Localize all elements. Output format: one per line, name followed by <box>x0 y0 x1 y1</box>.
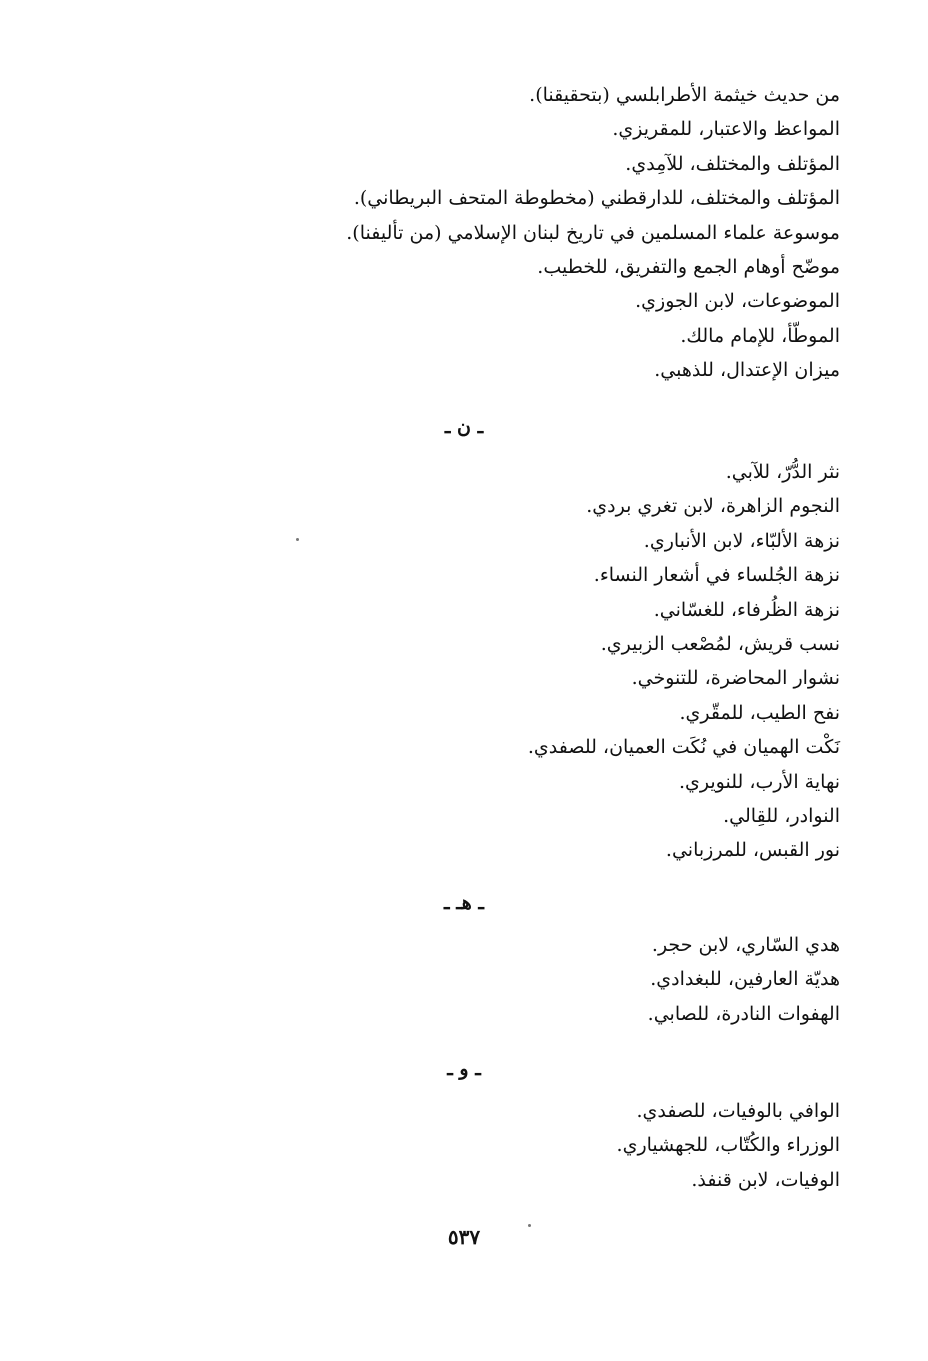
bibliography-entry: نزهة الألبّاء، لابن الأنباري. <box>643 529 840 552</box>
bibliography-entry: الوزراء والكُتّاب، للجهشياري. <box>616 1134 840 1157</box>
print-speck <box>528 1224 531 1227</box>
bibliography-entry: النوادر، للقِالي. <box>723 804 840 827</box>
bibliography-entry: نشوار المحاضرة، للتنوخي. <box>631 667 840 690</box>
bibliography-entry: نَكْت الهميان في نُكَت العميان، للصفدي. <box>527 736 840 759</box>
bibliography-entry: الهفوات النادرة، للصابي. <box>647 1002 840 1025</box>
bibliography-entry: المؤتلف والمختلف، للدارقطني (مخطوطة المتحف البريطاني). <box>353 187 840 210</box>
bibliography-entry: الوافي بالوفيات، للصفدي. <box>636 1100 840 1122</box>
bibliography-entry: موسوعة علماء المسلمين في تاريخ لبنان الإسلامي (من تأليفنا). <box>346 221 840 244</box>
entry-list-meem <box>300 78 840 388</box>
bibliography-entry: الموضوعات، لابن الجوزي. <box>635 290 840 313</box>
bibliography-entry: نثر الدُّرّ، للآبي. <box>725 461 840 483</box>
bibliography-entry: نزهة الظُرفاء، للغسّاني. <box>653 598 840 621</box>
bibliography-entry: هديّة العارفين، للبغدادي. <box>650 968 840 991</box>
bibliography-entry: نور القبس، للمرزباني. <box>665 839 840 862</box>
bibliography-entry: هدي السّاري، لابن حجر. <box>651 934 840 956</box>
bibliography-entry: المواعظ والاعتبار، للمقريزي. <box>612 118 840 141</box>
page-number: ٥٣٧ <box>447 1225 481 1249</box>
bibliography-entry: نزهة الجُلساء في أشعار النساء. <box>593 564 840 587</box>
print-speck <box>296 538 299 541</box>
bibliography-entry: نفح الطيب، للمقّري. <box>679 701 840 724</box>
bibliography-entry: موضّح أوهام الجمع والتفريق، للخطيب. <box>537 255 840 278</box>
bibliography-entry: نهاية الأرب، للنويري. <box>678 770 840 793</box>
bibliography-entry: النجوم الزاهرة، لابن تغري بردي. <box>586 495 840 518</box>
bibliography-entry: ميزان الإعتدال، للذهبي. <box>654 359 840 382</box>
entry-list-waw <box>300 1094 840 1197</box>
bibliography-entry: المؤتلف والمختلف، للآمِدي. <box>625 152 840 175</box>
bibliography-entry: الوفيات، لابن قنفذ. <box>691 1168 840 1191</box>
bibliography-entry: من حديث خيثمة الأطرابلسي (بتحقيقنا). <box>529 84 840 106</box>
entry-list-ha <box>300 928 840 1031</box>
entry-list-noon <box>300 455 840 868</box>
bibliography-entry: الموطّأ، للإمام مالك. <box>680 324 840 347</box>
section-heading-noon: ـ ن ـ <box>444 416 484 438</box>
section-heading-ha: ـ هـ ـ <box>444 892 484 914</box>
section-heading-waw: ـ و ـ <box>447 1058 481 1080</box>
bibliography-entry: نسب قريش، لمُصْعب الزبيري. <box>600 632 840 655</box>
